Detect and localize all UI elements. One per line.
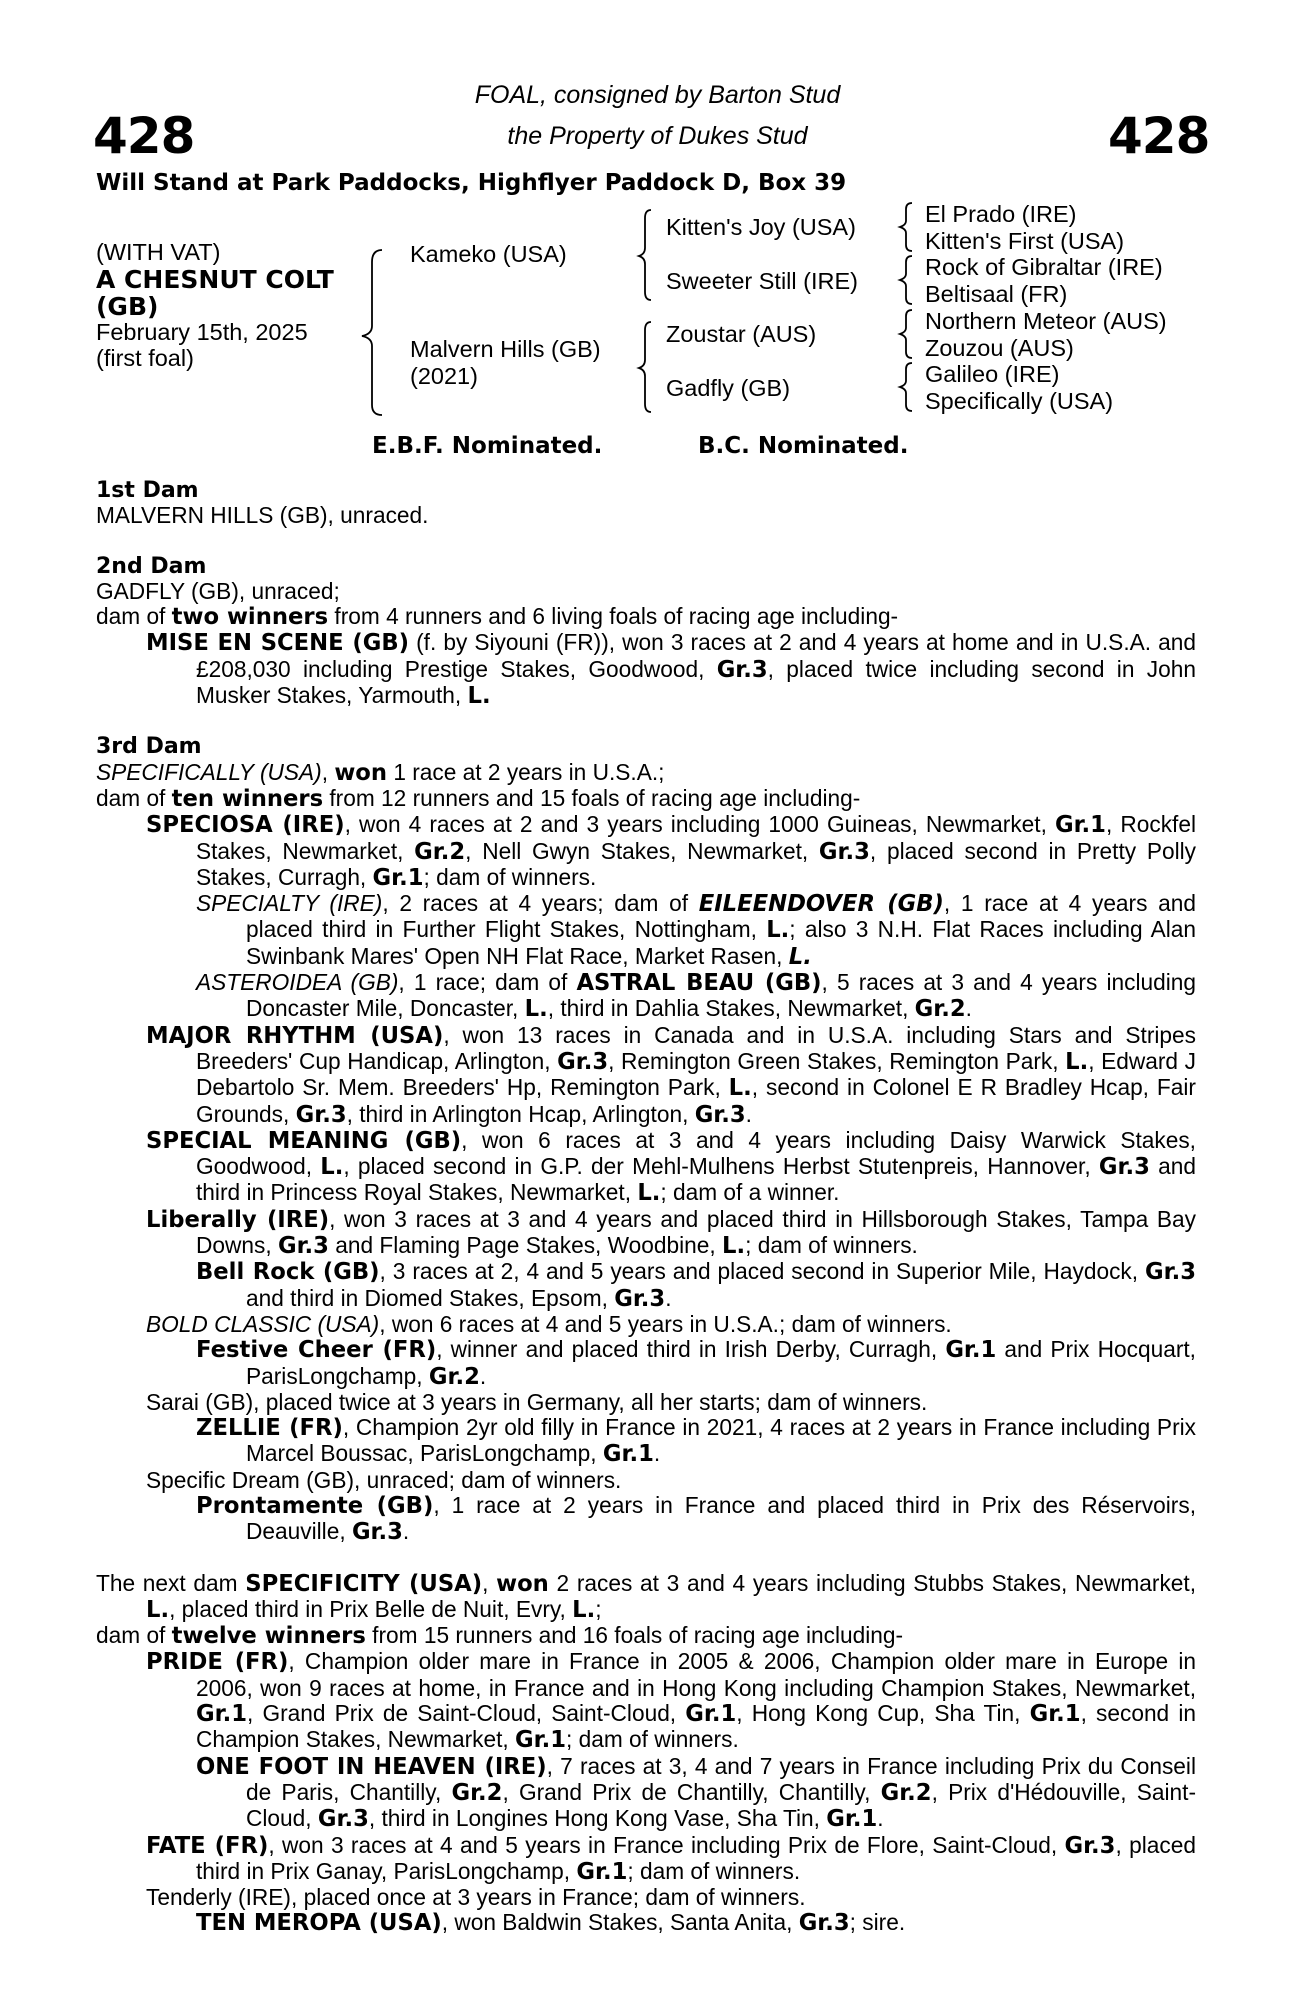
entry-specific-dream: Specific Dream (GB), unraced; dam of winners. — [146, 1466, 622, 1493]
next-dam-line: The next dam SPECIFICITY (USA), won 2 races at 3 and 4 years including Stubbs Stakes, Newmarket, L., placed third in Prix Belle de Nuit, Evry, L.; — [96, 1569, 1197, 1623]
brace-sd — [900, 256, 912, 304]
ancestor-sdd: Beltisaal (FR) — [925, 281, 1068, 307]
horse-origin: (GB) — [96, 292, 159, 321]
dam-dam: Gadfly (GB) — [666, 375, 791, 401]
entry-mise-en-scene: MISE EN SCENE (GB) (f. by Siyouni (FR)), won 3 races at 2 and 4 years at home and in U.S.A. and £208,030 including Prestige Stakes, Goodwood, Gr.3, placed twice including second in John Musker Stakes, Yarmouth, L. — [146, 629, 1196, 710]
ancestor-dds: Galileo (IRE) — [925, 361, 1060, 387]
dam-sire: Zoustar (AUS) — [666, 321, 817, 347]
entry-sarai: Sarai (GB), placed twice at 3 years in Germany, all her starts; dam of winners. — [146, 1388, 928, 1415]
second-dam-line: GADFLY (GB), unraced; — [96, 577, 340, 604]
property-line: the Property of Dukes Stud — [507, 122, 808, 150]
foaling-date: February 15th, 2025 — [96, 319, 308, 345]
entry-festive-cheer: Festive Cheer (FR), winner and placed third in Irish Derby, Curragh, Gr.1 and Prix Hocquart, ParisLongchamp, Gr.2. — [196, 1336, 1196, 1390]
ancestor-sds: Rock of Gibraltar (IRE) — [925, 254, 1163, 280]
entry-liberally: Liberally (IRE), won 3 races at 3 and 4 years and placed third in Hillsborough Stakes, Tampa Bay Downs, Gr.3 and Flaming Page Stakes, Woodbine, L.; dam of winners. — [146, 1205, 1196, 1260]
bc-nominated: B.C. Nominated. — [698, 433, 909, 459]
consignor-line: FOAL, consigned by Barton Stud — [474, 81, 841, 109]
entry-pride: PRIDE (FR), Champion older mare in France in 2005 & 2006, Champion older mare in Europe in 2006, won 9 races at home, in France and in Hong Kong including Champion Stakes, Newmarket, Gr.1, Grand Prix de Saint-Cloud, Saint-Cloud, Gr.1, Hong Kong Cup, Sha Tin, Gr.1, second in Champion Stakes, Newmarket, Gr.1; dam of winners. — [146, 1648, 1196, 1754]
sire-dam: Sweeter Still (IRE) — [666, 268, 858, 294]
entry-specialty: SPECIALTY (IRE), 2 races at 4 years; dam of EILEENDOVER (GB), 1 race at 4 years and placed third in Further Flight Stakes, Nottingham, L.; also 3 N.H. Flat Races including Alan Swinbank Mares' Open NH Flat Race, Market Rasen, L. — [196, 890, 1196, 970]
dam-year: (2021) — [410, 363, 478, 389]
first-dam-heading: 1st Dam — [96, 478, 199, 503]
first-dam-text: MALVERN HILLS (GB), unraced. — [96, 502, 429, 529]
foal-note: (first foal) — [96, 345, 194, 371]
third-dam-produce: dam of ten winners from 12 runners and 15 foals of racing age including- — [96, 784, 861, 812]
second-dam-heading: 2nd Dam — [96, 553, 207, 579]
ebf-nominated: E.B.F. Nominated. — [372, 433, 603, 459]
horse-description: A CHESNUT COLT — [96, 265, 334, 294]
third-dam-line: SPECIFICALLY (USA), won 1 race at 2 years in U.S.A.; — [96, 758, 665, 786]
sire-name: Kameko (USA) — [410, 241, 567, 267]
entry-asteroidea: ASTEROIDEA (GB), 1 race; dam of ASTRAL BEAU (GB), 5 races at 3 and 4 years including Doncaster Mile, Doncaster, L., third in Dahlia Stakes, Newmarket, Gr.2. — [196, 969, 1196, 1023]
entry-fate: FATE (FR), won 3 races at 4 and 5 years in France including Prix de Flore, Saint-Cloud, Gr.3, placed third in Prix Ganay, ParisLongchamp, Gr.1; dam of winners. — [146, 1831, 1196, 1885]
brace-ss — [900, 203, 912, 251]
brace-sire — [639, 210, 651, 300]
pedigree-braces — [0, 0, 1315, 430]
ancestor-dsd: Zouzou (AUS) — [925, 335, 1074, 361]
sire-sire: Kitten's Joy (USA) — [666, 214, 856, 240]
stand-location: Will Stand at Park Paddocks, Highflyer Paddock D, Box 39 — [96, 170, 847, 196]
entry-speciosa: SPECIOSA (IRE), won 4 races at 2 and 3 years including 1000 Guineas, Newmarket, Gr.1, Rockfel Stakes, Newmarket, Gr.2, Nell Gwyn Stakes, Newmarket, Gr.3, placed second in Pretty Polly Stakes, Curragh, Gr.1; dam of winners. — [146, 811, 1197, 891]
ancestor-ssd: Kitten's First (USA) — [925, 228, 1125, 254]
catalogue-body — [96, 478, 1196, 1937]
next-dam-produce: dam of twelve winners from 15 runners and 16 foals of racing age including- — [96, 1622, 904, 1650]
ancestor-ddd: Specifically (USA) — [925, 388, 1114, 414]
lot-number-right: 428 — [1108, 107, 1210, 165]
ancestor-dss: Northern Meteor (AUS) — [925, 308, 1167, 334]
entry-zellie: ZELLIE (FR), Champion 2yr old filly in France in 2021, 4 races at 2 years in France including Prix Marcel Boussac, ParisLongchamp, Gr.1. — [196, 1414, 1197, 1468]
brace-dd — [900, 363, 912, 411]
brace-ds — [900, 310, 912, 358]
entry-prontamente: Prontamente (GB), 1 race at 2 years in France and placed third in Prix des Réservoirs, Deauville, Gr.3. — [196, 1491, 1197, 1546]
entry-special-meaning: SPECIAL MEANING (GB), won 6 races at 3 and 4 years including Daisy Warwick Stakes, Goodwood, L., placed second in G.P. der Mehl-Mulhens Herbst Stutenpreis, Hannover, Gr.3 and third in Princess Royal Stakes, Newmarket, L.; dam of a winner. — [146, 1126, 1196, 1207]
third-dam-heading: 3rd Dam — [96, 734, 202, 760]
lot-number-left: 428 — [93, 107, 195, 165]
entry-ten-meropa: TEN MEROPA (USA), won Baldwin Stakes, Santa Anita, Gr.3; sire. — [196, 1909, 906, 1937]
second-dam-produce: dam of two winners from 4 runners and 6 living foals of racing age including- — [96, 603, 899, 631]
entry-tenderly: Tenderly (IRE), placed once at 3 years in France; dam of winners. — [146, 1884, 806, 1911]
entry-bold-classic: BOLD CLASSIC (USA), won 6 races at 4 and 5 years in U.S.A.; dam of winners. — [146, 1310, 952, 1337]
brace-main — [362, 250, 382, 415]
entry-bell-rock: Bell Rock (GB), 3 races at 2, 4 and 5 years and placed second in Superior Mile, Haydock, Gr.3 and third in Diomed Stakes, Epsom, Gr.3. — [196, 1258, 1196, 1312]
vat-note: (WITH VAT) — [96, 239, 221, 265]
ancestor-sss: El Prado (IRE) — [925, 201, 1077, 227]
dam-name: Malvern Hills (GB) — [410, 336, 601, 362]
entry-major-rhythm: MAJOR RHYTHM (USA), won 13 races in Canada and in U.S.A. including Stars and Stripes Breeders' Cup Handicap, Arlington, Gr.3, Remington Green Stakes, Remington Park, L., Edward J Debartolo Sr. Mem. Breeders' Hp, Remington Park, L., second in Colonel E R Bradley Hcap, Fair Grounds, Gr.3, third in Arlington Hcap, Arlington, Gr.3. — [146, 1021, 1196, 1128]
brace-dam — [639, 322, 651, 412]
entry-one-foot-in-heaven: ONE FOOT IN HEAVEN (IRE), 7 races at 3, 4 and 7 years in France including Prix du Conseil de Paris, Chantilly, Gr.2, Grand Prix de Chantilly, Chantilly, Gr.2, Prix d'Hédouville, Saint-Cloud, Gr.3, third in Longines Hong Kong Vase, Sha Tin, Gr.1. — [196, 1752, 1196, 1833]
